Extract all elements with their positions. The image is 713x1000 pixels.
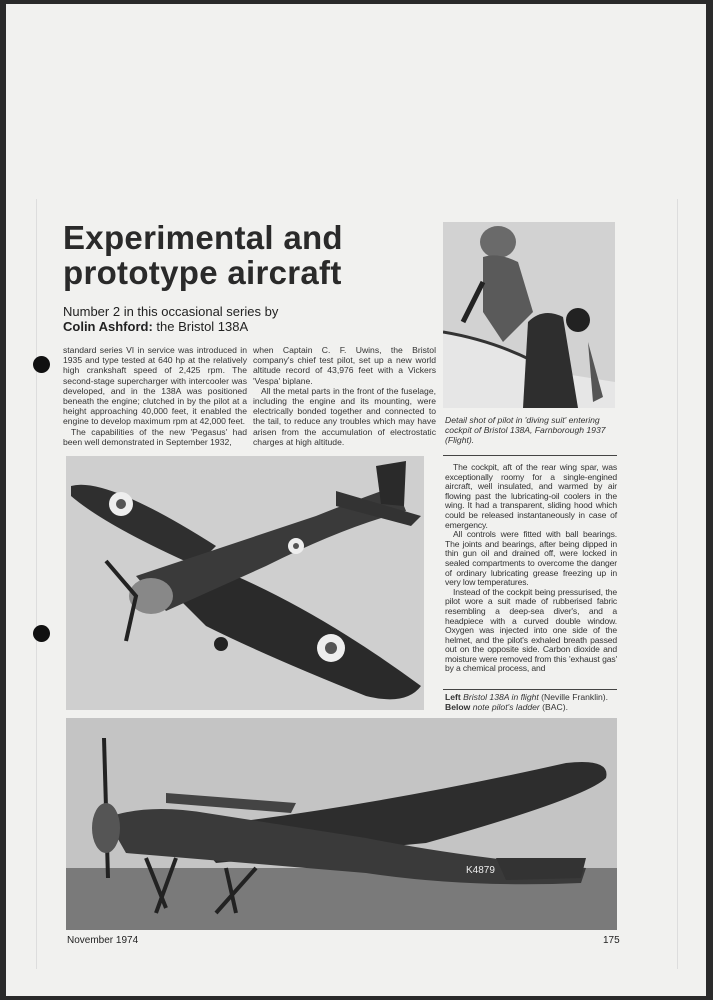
punch-hole <box>33 356 50 373</box>
caption-left-text: Bristol 138A in flight <box>460 692 539 702</box>
subtitle-topic: the Bristol 138A <box>152 319 249 334</box>
pilot-photo-image <box>443 222 615 408</box>
paragraph: Instead of the cockpit being pressurised, the pilot wore a suit made of rubberised fabric resembling a deep-sea diver's, and a headpiece with a curved double window. Oxygen was injected into one side of the helmet, and the pilot's exhaled breath passed out on the opposite side. Carbon dioxide and moisture were removed from this 'exhaust gas' by a chemical process, and <box>445 586 617 674</box>
paragraph: All the metal parts in the front of the fuselage, including the engine and its mounting, were electrically bonded together and connected to the tail, to reduce any troubles which may have arisen from the accumulation of electrostatic charges at high altitude. <box>253 385 436 447</box>
subtitle-text: Number 2 in this occasional series by <box>63 304 279 319</box>
author-name: Colin Ashford: <box>63 319 153 334</box>
aircraft-flight-image <box>66 456 424 710</box>
paragraph: when Captain C. F. Uwins, the Bristol company's chief test pilot, set up a new world altitude record of 43,976 feet with a Vickers 'Vespa' biplane. <box>253 345 436 386</box>
paragraph: The cockpit, aft of the rear wing spar, was exceptionally roomy for a single-engined aircraft, well insulated, and warmed by air flowing past the lubricating-oil coolers in the wing. It had a transparent, sliding hood which could be released instantaneously in case of emergency. <box>445 462 617 530</box>
punch-hole <box>33 625 50 642</box>
caption-photos <box>445 692 620 712</box>
title-line-2: prototype aircraft <box>63 254 342 291</box>
aircraft-serial: K4879 <box>466 865 495 876</box>
paragraph: All controls were fitted with ball bearings. The joints and bearings, after being dipped in thin gun oil and drained off, were locked in sealed compartments to overcome the danger of ordinary lubricating grease freezing up in very low temperatures. <box>445 529 617 588</box>
caption-left-label: Left <box>445 692 461 702</box>
divider <box>443 455 617 456</box>
footer-date: November 1974 <box>67 935 139 946</box>
photo-pilot-diving-suit <box>443 222 615 408</box>
column-2 <box>253 345 436 447</box>
photo-aircraft-in-flight <box>66 456 424 710</box>
caption-below-text: note pilot's ladder <box>470 702 540 712</box>
aircraft-ground-image <box>66 718 617 930</box>
photo-aircraft-on-ground <box>66 718 617 930</box>
article-subtitle <box>63 305 278 333</box>
paragraph: The capabilities of the new 'Pegasus' had been well demonstrated in September 1932, <box>63 426 247 447</box>
column-3 <box>445 463 617 674</box>
column-1 <box>63 345 247 447</box>
article-title <box>63 220 343 290</box>
caption-pilot-photo: Detail shot of pilot in 'diving suit' entering cockpit of Bristol 138A, Farnborough 1937 (Flight). <box>445 415 606 445</box>
divider <box>443 689 617 690</box>
caption-left-credit: (Neville Franklin). <box>538 692 609 702</box>
title-line-1: Experimental and <box>63 219 343 256</box>
paragraph: standard series VI in service was introduced in 1935 and type tested at 640 hp at the relatively high crankshaft speed of 2,425 rpm. The second-stage supercharger with intercooler was developed, and in the 138A was positioned beneath the engine; clutched in by the pilot at a height approaching 40,000 feet, it enabled the engine to develop maximum rpm at 42,000 feet. <box>63 345 247 427</box>
caption-below-credit: (BAC). <box>539 702 568 712</box>
page-number: 175 <box>603 935 620 946</box>
caption-below-label: Below <box>445 702 471 712</box>
